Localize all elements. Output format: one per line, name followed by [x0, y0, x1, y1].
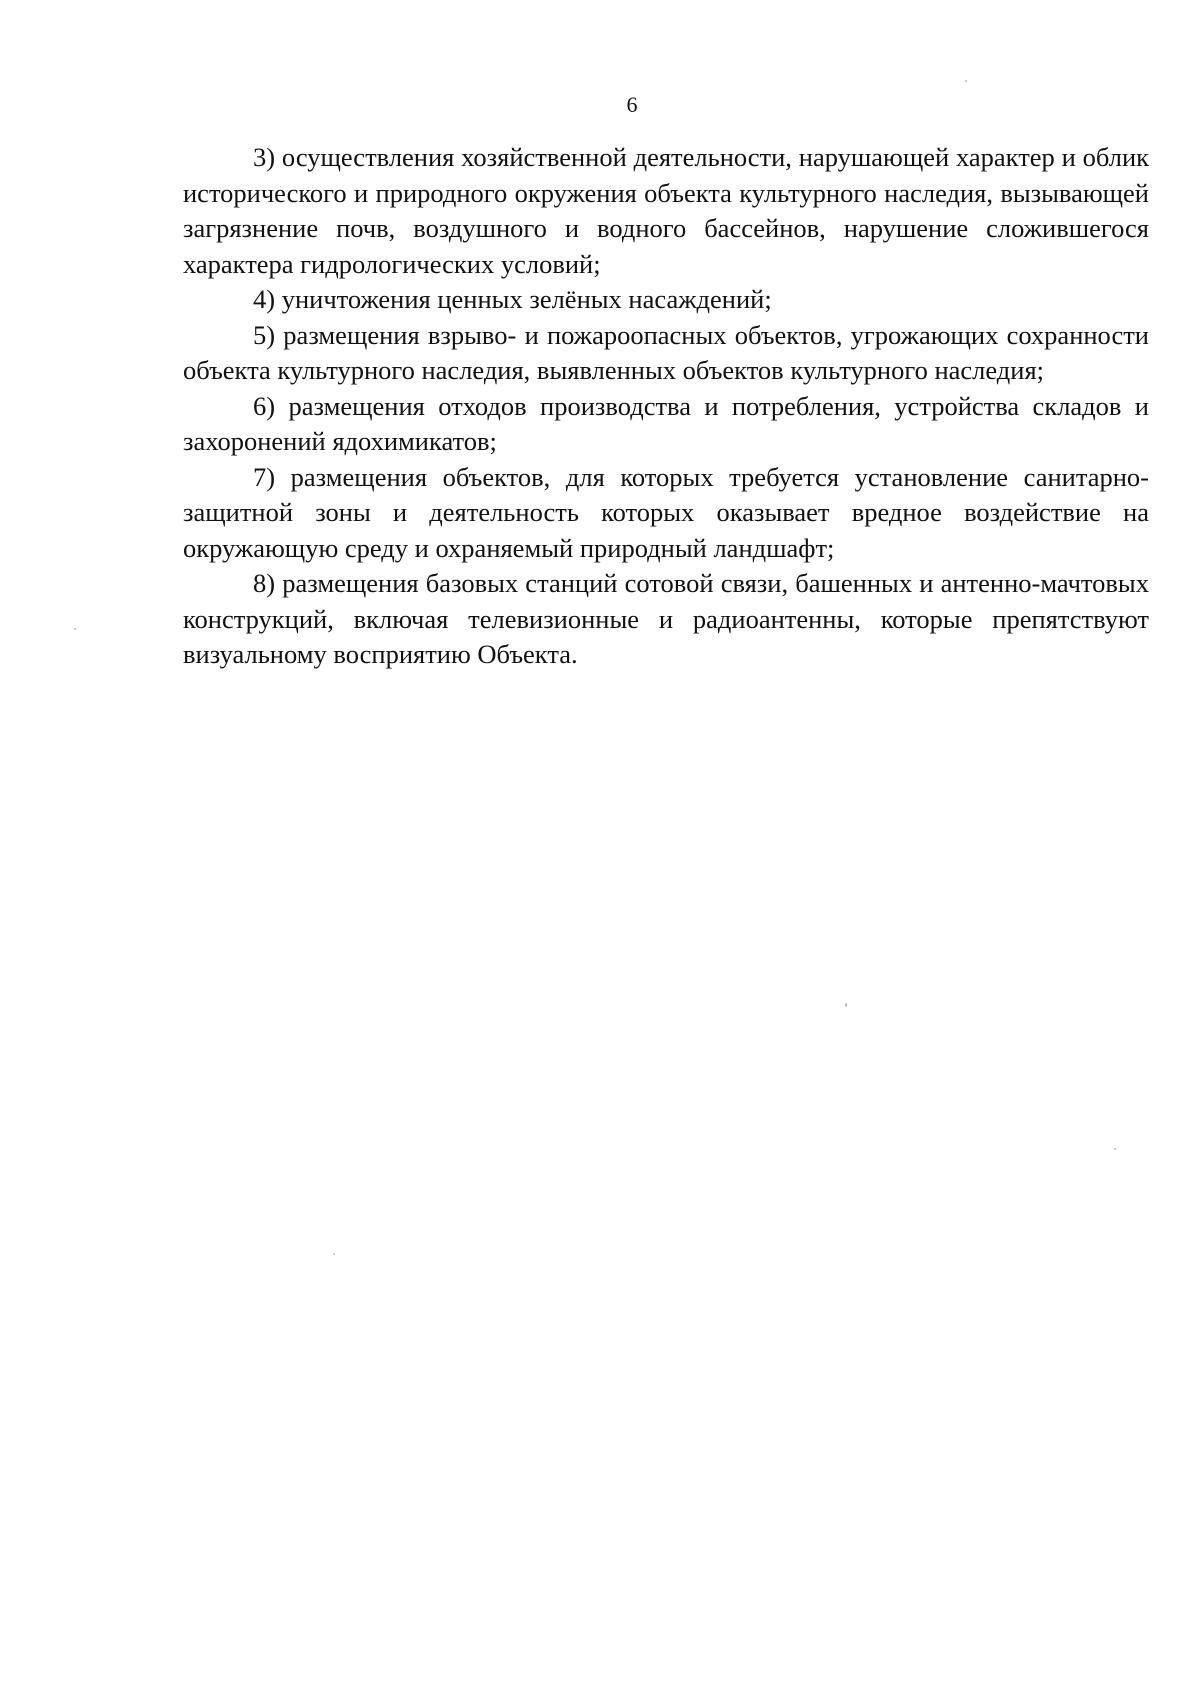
paragraph-item-3: 3) осуществления хозяйственной деятельности, нарушающей характер и облик исторического и природного окружения объекта культурного наследия, вызывающей загрязнение почв, воздушного и водного бассейнов, нарушение сложившегося характера гидрологических условий;: [183, 142, 1149, 279]
paragraph-item-7: 7) размещения объектов, для которых требуется установление санитарно-защитной зоны и деятельность которых оказывает вредное воздействие на окружающую среду и охраняемый природный ландшафт;: [183, 461, 1149, 563]
paragraph-item-5: 5) размещения взрыво- и пожароопасных объектов, угрожающих сохранности объекта культурного наследия, выявленных объектов культурного наследия;: [183, 319, 1149, 385]
paragraph-item-4: 4) уничтожения ценных зелёных насаждений;: [253, 284, 772, 314]
scan-speck: [965, 80, 967, 82]
document-body: [183, 140, 1149, 673]
scan-speck: [74, 628, 76, 630]
scan-speck: [333, 1253, 335, 1255]
scan-speck: [845, 1003, 847, 1007]
paragraph-item-8: 8) размещения базовых станций сотовой связи, башенных и антенно-мачтовых конструкций, включая телевизионные и радиоантенны, которые препятствуют визуальному восприятию Объекта.: [183, 568, 1149, 669]
scan-speck: [1114, 1148, 1116, 1150]
page-number: 6: [626, 92, 638, 117]
paragraph-item-6: 6) размещения отходов производства и потребления, устройства складов и захоронений ядохимикатов;: [183, 390, 1149, 456]
